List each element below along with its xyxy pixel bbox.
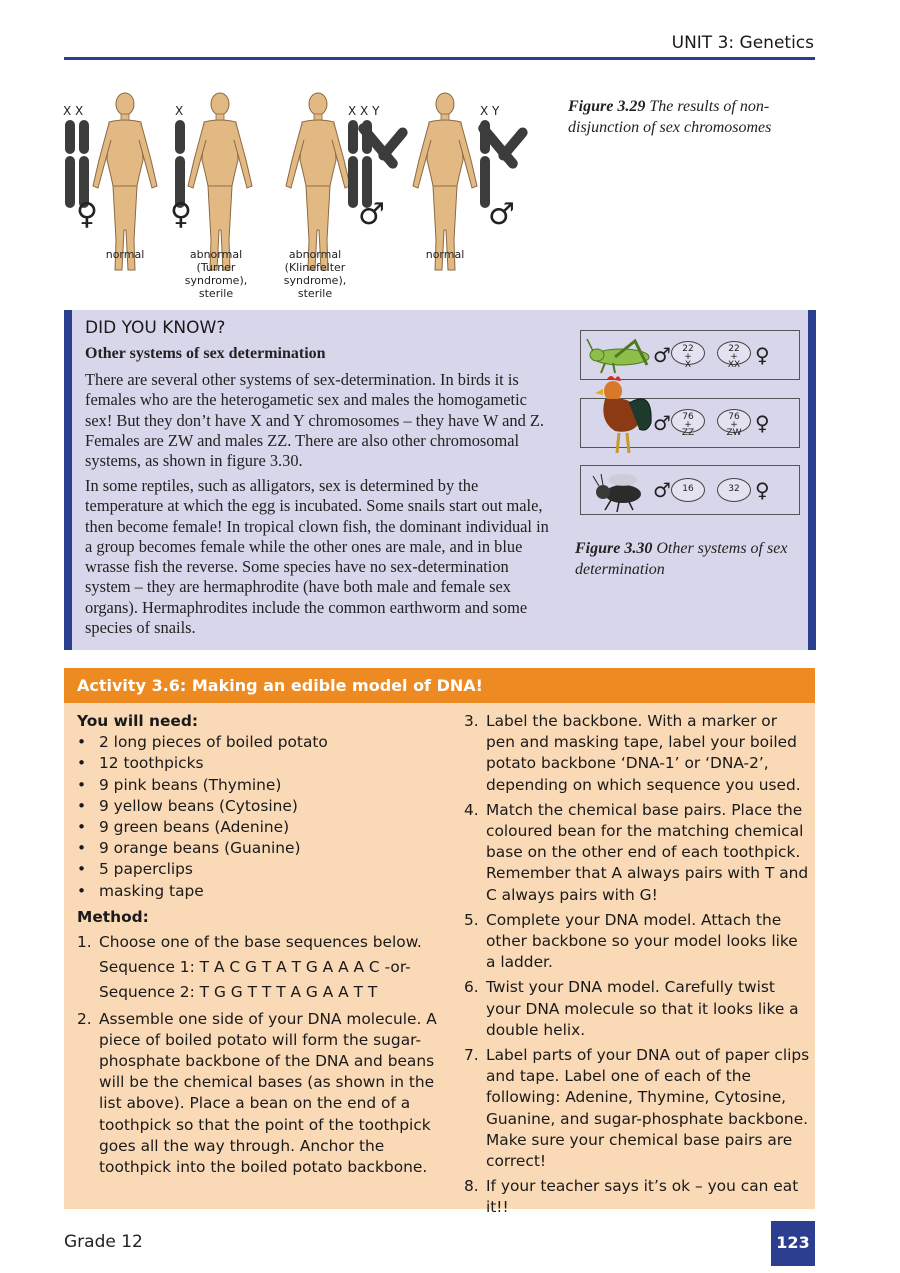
- person-4-figure: [413, 93, 530, 270]
- activity-left-column: [77, 711, 442, 1178]
- step-number: 5.: [464, 910, 479, 929]
- step-text: Assemble one side of your DNA molecule. A piece of boiled potato will form the sugar-phosphate backbone of the DNA and beans will be the chemical bases (as shown in the list above). Place a bean on the end of a toothpick so that the point of the toothpick goes all the way through. Anchor the toothpick into the boiled potato backbone.: [99, 1009, 437, 1177]
- step-text: Twist your DNA model. Carefully twist your DNA molecule so that it looks like a double helix.: [486, 978, 799, 1039]
- header-rule: [64, 57, 815, 60]
- female-symbol-icon: ♀: [755, 478, 770, 502]
- needs-list: [77, 732, 442, 902]
- figure-3-29-text: The results of non-disjunction of sex chromosomes: [568, 98, 772, 136]
- you-will-need-label: You will need:: [77, 712, 199, 730]
- male-chromosome-count: 76 + ZZ: [671, 409, 705, 433]
- person-caption-2: abnormal (Turner syndrome), sterile: [184, 248, 248, 300]
- list-item: • 2 long pieces of boiled potato: [77, 732, 442, 753]
- list-item: • 9 orange beans (Guanine): [77, 838, 442, 859]
- sequence-1: Sequence 1: T A C G T A T G A A A C -or-: [99, 958, 411, 977]
- step-number: 7.: [464, 1046, 479, 1065]
- method-step-3: [464, 711, 810, 796]
- did-you-know-heading: DID YOU KNOW?: [85, 318, 226, 338]
- list-item: • 9 pink beans (Thymine): [77, 775, 442, 796]
- male-symbol-icon: ♂: [653, 478, 671, 502]
- female-symbol-icon: ♀: [76, 197, 98, 232]
- step-number: 3.: [464, 712, 479, 730]
- female-chromosome-count: 22 + XX: [717, 341, 751, 365]
- female-symbol-icon: ♀: [170, 197, 192, 232]
- step-text: Label the backbone. With a marker or pen and masking tape, label your boiled potato backbone ‘DNA-1’ or ‘DNA-2’, depending on which sequence you used.: [486, 712, 801, 794]
- list-item: • 9 green beans (Adenine): [77, 817, 442, 838]
- step-number: 8.: [464, 1177, 479, 1196]
- person-caption-1: normal: [105, 248, 145, 261]
- grade-label: Grade 12: [64, 1232, 143, 1252]
- organism-panel-bee: [580, 465, 800, 515]
- bee-icon: [589, 468, 649, 512]
- female-chromosome-count: 76 + ZW: [717, 409, 751, 433]
- did-you-know-paragraph-2: In some reptiles, such as alligators, sex is determined by the temperature at which the egg is incubated. Some snails start out male, then become female! In tropical clown fish, the dominant individual in a group becomes female while the other ones are male, and in blue wrasse fish the reverse. Some species have no sex-determination system – they are hermaphrodite (have both male and female sex organs). Hermaphrodites include the common earthworm and some species of snails.: [85, 476, 549, 638]
- person-caption-4: normal: [425, 248, 465, 261]
- sequence-2: Sequence 2: T G G T T T A G A A T T: [99, 983, 378, 1002]
- did-you-know-right-bar: [808, 310, 816, 650]
- person-3-figure: [286, 93, 410, 270]
- person-caption-3: abnormal (Klinefelter syndrome), sterile: [283, 248, 347, 300]
- step-number: 4.: [464, 800, 479, 819]
- male-symbol-icon: ♂: [488, 197, 515, 232]
- person-2-figure: [170, 93, 252, 270]
- activity-right-column: [464, 711, 810, 1219]
- step-text: Complete your DNA model. Attach the other backbone so your model looks like a ladder.: [486, 910, 798, 972]
- figure-3-30-label: Figure 3.30: [575, 540, 653, 557]
- method-label: Method:: [77, 907, 149, 926]
- list-item: • 9 yellow beans (Cytosine): [77, 796, 442, 817]
- step-text: Choose one of the base sequences below.: [99, 933, 422, 952]
- figure-3-29: [60, 86, 540, 316]
- method-step-5: [464, 910, 810, 974]
- list-item: • 12 toothpicks: [77, 753, 442, 774]
- method-step-7: [464, 1045, 810, 1172]
- chromosome-label-1: X X: [63, 104, 84, 118]
- male-chromosome-count: 16: [671, 478, 705, 502]
- male-symbol-icon: ♂: [653, 411, 671, 435]
- list-item: • masking tape: [77, 881, 442, 902]
- figure-3-29-label: Figure 3.29: [568, 98, 646, 115]
- chromosome-label-4: X Y: [480, 104, 500, 118]
- female-symbol-icon: ♀: [755, 343, 770, 367]
- chromosome-label-3: X X Y: [348, 104, 380, 118]
- figure-3-29-caption: [568, 96, 808, 138]
- step-text: Match the chemical base pairs. Place the coloured bean for the matching chemical base on the other end of each toothpick. Remember that A always pairs with T and C always pairs with G!: [486, 800, 809, 904]
- organism-panel-rooster: [580, 398, 800, 448]
- person-1-figure: [65, 93, 157, 270]
- male-symbol-icon: ♂: [358, 197, 385, 232]
- activity-title: Activity 3.6: Making an edible model of DNA!: [77, 676, 483, 695]
- method-step-1: [77, 932, 442, 953]
- male-symbol-icon: ♂: [653, 343, 671, 367]
- rooster-icon: [589, 373, 659, 459]
- list-item: • 5 paperclips: [77, 859, 442, 880]
- method-step-6: [464, 977, 810, 1041]
- female-symbol-icon: ♀: [755, 411, 770, 435]
- method-step-8: [464, 1176, 810, 1218]
- chromosome-label-2: X: [175, 104, 184, 118]
- method-step-2: [77, 1009, 442, 1179]
- page-number: 123: [776, 1233, 810, 1252]
- grasshopper-icon: [585, 335, 655, 375]
- method-step-4: [464, 800, 810, 906]
- did-you-know-subheading: Other systems of sex determination: [85, 345, 326, 362]
- step-number: 1.: [77, 933, 92, 952]
- did-you-know-paragraph-1: There are several other systems of sex-determination. In birds it is females who are the heterogametic sex and males the homogametic sex! But they don’t have X and Y chromosomes – they have W and Z. Females are ZW and males ZZ. There are also other chromosomal systems, as shown in figure 3.30.: [85, 370, 544, 471]
- unit-title: UNIT 3: Genetics: [671, 33, 814, 53]
- figure-3-30-text: Other systems of sex determination: [575, 540, 788, 578]
- male-chromosome-count: 22 + X: [671, 341, 705, 365]
- female-chromosome-count: 32: [717, 478, 751, 502]
- step-text: If your teacher says it’s ok – you can eat it!!: [486, 1177, 799, 1217]
- did-you-know-left-bar: [64, 310, 72, 650]
- step-text: Label parts of your DNA out of paper clips and tape. Label one of each of the following: Adenine, Thymine, Cytosine, Guanine, and sugar-phosphate backbone. Make sure your chemical base pairs are correct!: [486, 1046, 810, 1171]
- figure-3-30-caption: [575, 538, 805, 580]
- step-number: 6.: [464, 978, 479, 997]
- step-number: 2.: [77, 1009, 92, 1028]
